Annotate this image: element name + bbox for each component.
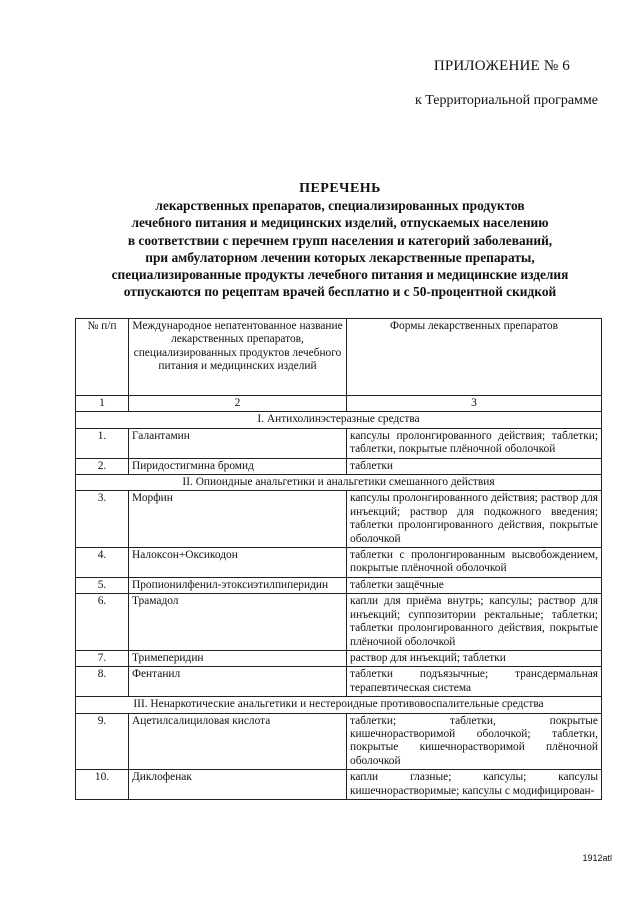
table-row bbox=[76, 713, 602, 770]
title-main: ПЕРЕЧЕНЬ bbox=[299, 181, 381, 196]
title-line: лекарственных препаратов, специализированных продуктов bbox=[155, 198, 525, 214]
title-line: при амбулаторном лечении которых лекарственные препараты, bbox=[145, 249, 535, 265]
section-header-row bbox=[76, 412, 602, 428]
table-row bbox=[76, 770, 602, 800]
column-number: 1 bbox=[76, 396, 129, 412]
drug-forms: таблетки bbox=[347, 458, 602, 474]
table-row bbox=[76, 458, 602, 474]
drug-forms: таблетки защёчные bbox=[347, 577, 602, 593]
drug-name: Морфин bbox=[129, 491, 347, 548]
row-number: 3. bbox=[76, 491, 129, 548]
column-number: 2 bbox=[129, 396, 347, 412]
section-header-row bbox=[76, 697, 602, 713]
row-number: 6. bbox=[76, 594, 129, 651]
column-number-row bbox=[76, 396, 602, 412]
drugs-table bbox=[75, 318, 602, 800]
footer-code: 1912atl bbox=[582, 853, 612, 863]
title-line: специализированные продукты лечебного питания и медицинские изделия bbox=[111, 267, 569, 283]
table-row bbox=[76, 594, 602, 651]
table-row bbox=[76, 650, 602, 666]
row-number: 4. bbox=[76, 548, 129, 578]
table-row bbox=[76, 577, 602, 593]
column-number: 3 bbox=[347, 396, 602, 412]
drug-forms: капсулы пролонгированного действия; таблетки; таблетки, покрытые плёночной оболочкой bbox=[347, 428, 602, 458]
table-row bbox=[76, 667, 602, 697]
section-title: III. Ненаркотические анальгетики и нестероидные противовоспалительные средства bbox=[76, 697, 602, 713]
document-title bbox=[60, 180, 620, 300]
row-number: 5. bbox=[76, 577, 129, 593]
header-num: № п/п bbox=[76, 319, 129, 396]
section-title: I. Антихолинэстеразные средства bbox=[76, 412, 602, 428]
header-name: Международное непатентованное название лекарственных препаратов, специализированных продуктов лечебного питания и медицинских изделий bbox=[129, 319, 347, 396]
appendix-label: ПРИЛОЖЕНИЕ № 6 bbox=[433, 58, 570, 74]
table-row bbox=[76, 428, 602, 458]
drug-name: Фентанил bbox=[129, 667, 347, 697]
section-header-row bbox=[76, 475, 602, 491]
title-line: лечебного питания и медицинских изделий, отпускаемых населению bbox=[131, 215, 549, 231]
drug-name: Пропионилфенил-этоксиэтилпиперидин bbox=[129, 577, 347, 593]
drug-forms: таблетки подъязычные; трансдермальная терапевтическая система bbox=[347, 667, 602, 697]
section-title: II. Опиоидные анальгетики и анальгетики смешанного действия bbox=[76, 475, 602, 491]
table-row bbox=[76, 548, 602, 578]
drug-name: Пиридостигмина бромид bbox=[129, 458, 347, 474]
drug-forms: таблетки; таблетки, покрытые кишечнорастворимой оболочкой; таблетки, покрытые кишечнорастворимой плёночной оболочкой bbox=[347, 713, 602, 770]
title-line: отпускаются по рецептам врачей бесплатно и с 50-процентной скидкой bbox=[123, 284, 557, 300]
program-reference: к Территориальной программе bbox=[414, 93, 598, 108]
drug-forms: капсулы пролонгированного действия; раствор для инъекций; раствор для подкожного введения; таблетки пролонгированного действия, покрытые оболочкой bbox=[347, 491, 602, 548]
row-number: 10. bbox=[76, 770, 129, 800]
drug-forms: капли для приёма внутрь; капсулы; раствор для инъекций; суппозитории ректальные; таблетки; таблетки пролонгированного действия, покрытые плёночной оболочкой bbox=[347, 594, 602, 651]
row-number: 9. bbox=[76, 713, 129, 770]
header-forms: Формы лекарственных препаратов bbox=[347, 319, 602, 396]
drug-name: Галантамин bbox=[129, 428, 347, 458]
drug-forms: раствор для инъекций; таблетки bbox=[347, 650, 602, 666]
table-header-row bbox=[76, 319, 602, 396]
row-number: 1. bbox=[76, 428, 129, 458]
row-number: 7. bbox=[76, 650, 129, 666]
row-number: 8. bbox=[76, 667, 129, 697]
table-row bbox=[76, 491, 602, 548]
drug-name: Налоксон+Оксикодон bbox=[129, 548, 347, 578]
drug-forms: капли глазные; капсулы; капсулы кишечнорастворимые; капсулы с модифицирован- bbox=[347, 770, 602, 800]
drug-forms: таблетки с пролонгированным высвобождением, покрытые плёночной оболочкой bbox=[347, 548, 602, 578]
drug-name: Тримеперидин bbox=[129, 650, 347, 666]
drug-name: Диклофенак bbox=[129, 770, 347, 800]
row-number: 2. bbox=[76, 458, 129, 474]
drug-name: Трамадол bbox=[129, 594, 347, 651]
drug-name: Ацетилсалициловая кислота bbox=[129, 713, 347, 770]
title-line: в соответствии с перечнем групп населения и категорий заболеваний, bbox=[127, 232, 553, 248]
